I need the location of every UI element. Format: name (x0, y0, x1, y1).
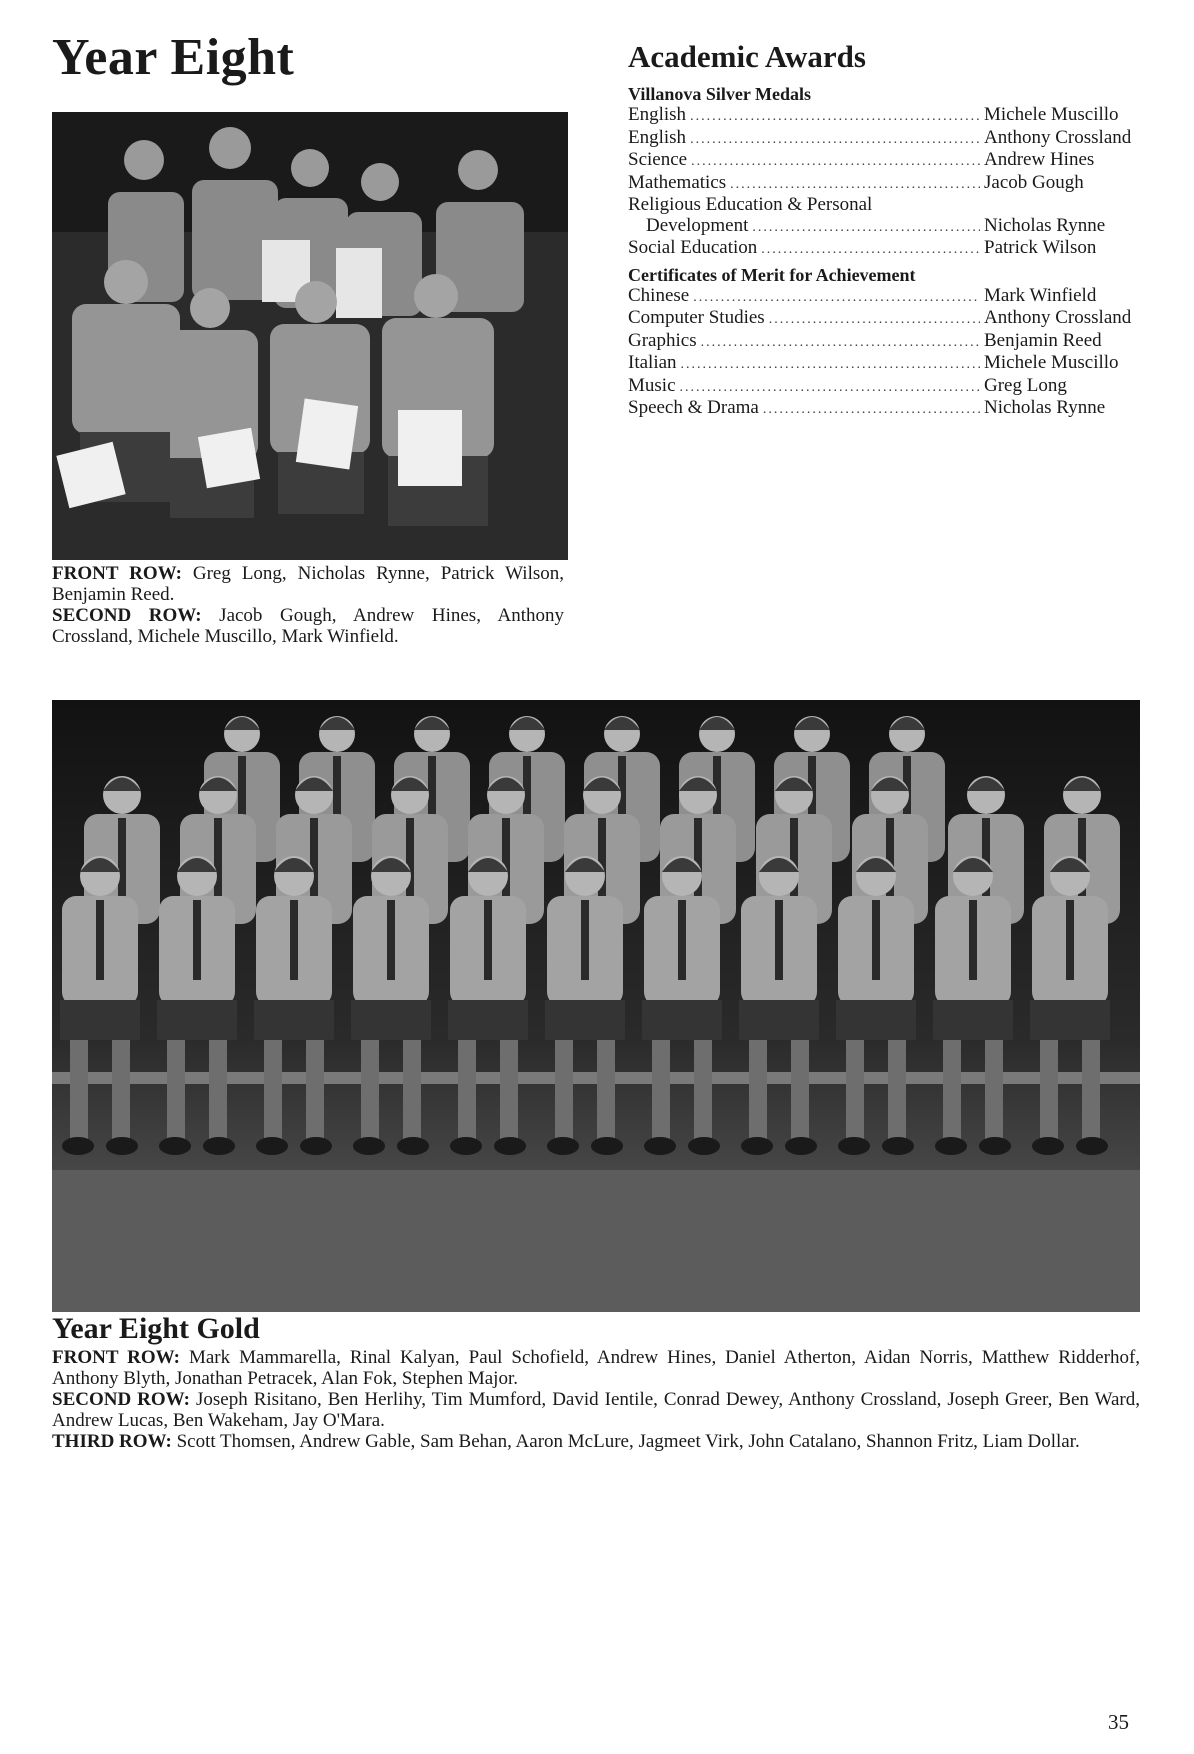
group-photo-title: Year Eight Gold (52, 1312, 260, 1345)
class-group-photo-illustration (52, 700, 1140, 1312)
caption-row-names: Joseph Risitano, Ben Herlihy, Tim Mumford, David Ientile, Conrad Dewey, Anthony Crossland, Joseph Greer, Ben Ward, Andrew Lucas, Ben Wakeham, Jay O'Mara. (52, 1389, 1141, 1431)
award-subject: Chinese (628, 284, 690, 306)
caption-row-label: FRONT ROW: (52, 563, 182, 584)
award-subject: Development (646, 214, 749, 236)
page-title: Year Eight (52, 29, 295, 86)
awards-heading: Academic Awards (628, 39, 866, 74)
award-subject: Religious Education & Personal (628, 194, 873, 216)
award-recipient: Greg Long (984, 374, 1067, 396)
award-recipient: Michele Muscillo (984, 104, 1119, 126)
caption-row-names: Scott Thomsen, Andrew Gable, Sam Behan, Aaron McLure, Jagmeet Virk, John Catalano, Shannon Fritz, Liam Dollar. (176, 1431, 1080, 1452)
award-recipient: Benjamin Reed (984, 329, 1102, 351)
award-recipient: Jacob Gough (984, 171, 1084, 193)
award-row (628, 308, 1140, 331)
merit-certificates-heading: Certificates of Merit for Achievement (628, 264, 916, 285)
award-photo-caption (52, 563, 564, 647)
award-row (628, 150, 1140, 173)
award-subject: Italian (628, 352, 677, 374)
award-subject: Science (628, 149, 688, 171)
award-row (628, 398, 1140, 421)
award-row (628, 331, 1140, 354)
award-subject: Mathematics (628, 171, 727, 193)
award-row (628, 238, 1140, 261)
award-recipient: Michele Muscillo (984, 352, 1119, 374)
award-recipient: Mark Winfield (984, 284, 1097, 306)
award-subject: Graphics (628, 329, 697, 351)
award-row (628, 195, 1140, 216)
group-photo-caption (52, 1347, 1140, 1452)
award-row (628, 173, 1140, 196)
award-recipient: Patrick Wilson (984, 237, 1097, 259)
award-recipient: Nicholas Rynne (984, 397, 1106, 419)
award-subject: Social Education (628, 237, 758, 259)
silver-medals-heading: Villanova Silver Medals (628, 84, 812, 105)
caption-row-label: FRONT ROW: (52, 1347, 180, 1368)
award-row (628, 376, 1140, 399)
caption-row-names: Jacob Gough, Andrew Hines, Anthony Crossland, Michele Muscillo, Mark Winfield. (52, 605, 564, 647)
award-recipient: Nicholas Rynne (984, 214, 1106, 236)
award-row (628, 105, 1140, 128)
award-recipient: Anthony Crossland (984, 307, 1132, 329)
award-subject: Speech & Drama (628, 397, 759, 419)
award-subject: Music (628, 374, 676, 396)
caption-row-names: Greg Long, Nicholas Rynne, Patrick Wilson, Benjamin Reed. (52, 563, 565, 605)
award-row (628, 216, 1140, 239)
award-row (628, 286, 1140, 309)
award-subject: Computer Studies (628, 307, 765, 329)
award-row (628, 128, 1140, 151)
award-winners-photo-illustration (52, 112, 568, 560)
class-group-photo (52, 700, 1140, 1312)
caption-row-label: SECOND ROW: (52, 1389, 190, 1410)
award-row (628, 353, 1140, 376)
award-subject: English (628, 104, 687, 126)
award-recipient: Andrew Hines (984, 149, 1095, 171)
award-subject: English (628, 126, 687, 148)
award-winners-photo (52, 112, 568, 560)
caption-row-label: THIRD ROW: (52, 1431, 172, 1452)
caption-row-names: Mark Mammarella, Rinal Kalyan, Paul Schofield, Andrew Hines, Daniel Atherton, Aidan Norris, Matthew Ridderhof, Anthony Blyth, Jonathan Petracek, Alan Fok, Stephen Major. (52, 1347, 1141, 1389)
award-recipient: Anthony Crossland (984, 126, 1132, 148)
academic-awards-section (628, 40, 1140, 421)
caption-row-label: SECOND ROW: (52, 605, 202, 626)
page-number: 35 (1108, 1710, 1129, 1734)
